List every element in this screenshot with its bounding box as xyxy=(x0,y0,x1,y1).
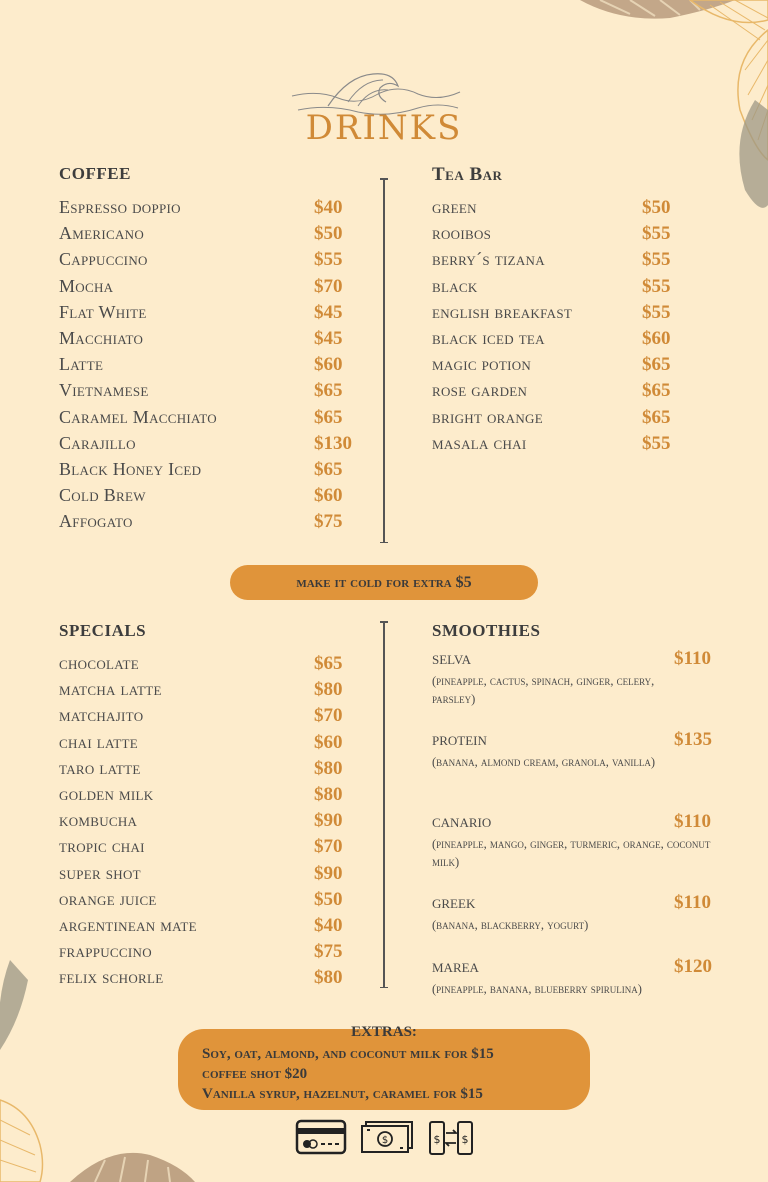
smoothie-ingredients: (pineapple, mango, ginger, turmeric, orange, coconut milk) xyxy=(432,837,711,869)
item-price: $55 xyxy=(314,249,343,271)
item-price: $60 xyxy=(314,731,343,753)
list-item xyxy=(59,836,369,862)
svg-text:$: $ xyxy=(461,1133,469,1146)
list-item xyxy=(432,407,722,433)
item-price: $55 xyxy=(642,249,671,271)
item-name: Carajillo xyxy=(59,432,136,453)
smoothie-price: $135 xyxy=(674,729,712,750)
item-price: $80 xyxy=(314,679,343,701)
list-item xyxy=(59,941,369,967)
item-name: Cold Brew xyxy=(59,485,146,506)
item-price: $80 xyxy=(314,783,343,805)
list-item xyxy=(59,705,369,731)
item-name: magic potion xyxy=(432,354,532,375)
item-name: felix schorle xyxy=(59,967,164,988)
list-item xyxy=(59,276,369,302)
smoothie-name: greek xyxy=(432,892,476,913)
item-price: $45 xyxy=(314,327,343,349)
list-item xyxy=(59,249,369,275)
smoothie-ingredients: (banana, almond cream, granola, vanilla) xyxy=(432,755,656,769)
specials-list xyxy=(59,653,369,993)
item-name: tropic chai xyxy=(59,836,145,857)
list-item xyxy=(59,915,369,941)
item-name: chai latte xyxy=(59,731,138,752)
tea-list xyxy=(432,197,722,459)
item-price: $40 xyxy=(314,197,343,218)
list-item xyxy=(432,249,722,275)
list-item xyxy=(432,302,722,328)
page-title: DRINKS xyxy=(305,108,463,148)
credit-card-icon xyxy=(295,1118,347,1156)
item-name: argentinean mate xyxy=(59,914,197,935)
item-name: orange juice xyxy=(59,888,157,909)
item-name: Mocha xyxy=(59,275,114,296)
transfer-icon xyxy=(428,1118,474,1158)
item-price: $50 xyxy=(642,197,671,218)
list-item xyxy=(432,276,722,302)
item-name: frappuccino xyxy=(59,941,152,962)
smoothie-price: $110 xyxy=(674,892,711,913)
item-price: $90 xyxy=(314,862,343,884)
item-name: Caramel Macchiato xyxy=(59,406,217,427)
list-item xyxy=(59,223,369,249)
item-name: Flat White xyxy=(59,301,147,322)
list-item xyxy=(59,967,369,993)
item-price: $55 xyxy=(642,432,671,454)
list-item xyxy=(59,433,369,459)
smoothie-price: $110 xyxy=(674,648,711,669)
column-divider-lower xyxy=(383,621,385,988)
list-item xyxy=(59,485,369,511)
item-name: black iced tea xyxy=(432,327,545,348)
item-price: $75 xyxy=(314,511,343,533)
item-name: super shot xyxy=(59,862,141,883)
item-name: Espresso doppio xyxy=(59,197,181,217)
list-item xyxy=(432,433,722,459)
list-item xyxy=(59,197,369,223)
item-name: english breakfast xyxy=(432,301,573,322)
make-it-cold-banner: make it cold for extra $5 xyxy=(230,565,538,600)
cash-icon xyxy=(360,1118,416,1156)
item-price: $65 xyxy=(642,354,671,376)
item-name: matcha latte xyxy=(59,679,162,700)
item-price: $130 xyxy=(314,432,352,454)
list-item xyxy=(59,407,369,433)
extras-box xyxy=(178,1029,590,1110)
item-price: $60 xyxy=(314,354,343,376)
list-item xyxy=(59,863,369,889)
item-name: Vietnamese xyxy=(59,380,149,401)
item-price: $70 xyxy=(314,836,343,858)
item-name: green xyxy=(432,197,477,217)
item-name: taro latte xyxy=(59,757,141,778)
smoothie-ingredients: (pineapple, cactus, spinach, ginger, celery, parsley) xyxy=(432,674,655,706)
item-price: $90 xyxy=(314,810,343,832)
item-name: matchajito xyxy=(59,705,144,726)
item-price: $80 xyxy=(314,967,343,989)
item-price: $55 xyxy=(642,275,671,297)
extras-heading: EXTRAS: xyxy=(351,1024,417,1040)
tea-heading: Tea Bar xyxy=(432,164,503,185)
item-price: $50 xyxy=(314,888,343,910)
list-item xyxy=(432,380,722,406)
smoothie-name: selva xyxy=(432,648,472,669)
item-price: $50 xyxy=(314,223,343,245)
item-price: $65 xyxy=(314,406,343,428)
extras-line: Soy, oat, almond, and coconut milk for $15 xyxy=(202,1046,494,1062)
list-item xyxy=(59,679,369,705)
item-name: kombucha xyxy=(59,810,138,831)
item-price: $65 xyxy=(314,380,343,402)
item-price: $65 xyxy=(314,458,343,480)
list-item xyxy=(59,380,369,406)
item-name: Macchiato xyxy=(59,327,144,348)
coffee-heading: COFFEE xyxy=(59,164,131,183)
item-price: $40 xyxy=(314,914,343,936)
item-name: Americano xyxy=(59,223,145,244)
column-divider xyxy=(383,178,385,543)
list-item xyxy=(432,197,722,223)
list-item xyxy=(59,732,369,758)
list-item xyxy=(432,354,722,380)
list-item xyxy=(432,223,722,249)
smoothies-heading: SMOOTHIES xyxy=(432,621,541,640)
list-item xyxy=(432,328,722,354)
item-price: $60 xyxy=(314,485,343,507)
coffee-list xyxy=(59,197,369,537)
smoothie-name: canario xyxy=(432,811,492,832)
specials-heading: SPECIALS xyxy=(59,621,147,640)
item-name: golden milk xyxy=(59,783,154,804)
item-price: $70 xyxy=(314,705,343,727)
item-price: $80 xyxy=(314,757,343,779)
list-item xyxy=(59,511,369,537)
item-name: Cappuccino xyxy=(59,249,148,270)
item-price: $60 xyxy=(642,327,671,349)
item-price: $55 xyxy=(642,223,671,245)
smoothie-name: marea xyxy=(432,956,479,977)
item-name: rose garden xyxy=(432,380,528,401)
item-price: $65 xyxy=(642,380,671,402)
item-name: berry´s tizana xyxy=(432,249,545,270)
item-name: Latte xyxy=(59,354,104,375)
smoothie-price: $110 xyxy=(674,811,711,832)
svg-text:$: $ xyxy=(381,1135,389,1146)
list-item xyxy=(59,354,369,380)
item-price: $45 xyxy=(314,301,343,323)
extras-line: Vanilla syrup, hazelnut, caramel for $15 xyxy=(202,1086,483,1102)
item-name: Black Honey Iced xyxy=(59,458,202,479)
item-price: $65 xyxy=(314,653,343,674)
list-item xyxy=(59,810,369,836)
item-name: chocolate xyxy=(59,653,139,673)
list-item xyxy=(59,653,369,679)
list-item xyxy=(59,459,369,485)
smoothie-ingredients: (banana, blackberry, yogurt) xyxy=(432,918,589,932)
item-name: bright orange xyxy=(432,406,543,427)
list-item xyxy=(59,758,369,784)
svg-text:$: $ xyxy=(433,1133,441,1146)
list-item xyxy=(59,889,369,915)
item-name: masala chai xyxy=(432,432,527,453)
item-price: $55 xyxy=(642,301,671,323)
list-item xyxy=(59,784,369,810)
item-name: rooibos xyxy=(432,223,492,244)
list-item xyxy=(59,302,369,328)
item-name: Affogato xyxy=(59,511,133,532)
smoothie-name: protein xyxy=(432,729,487,750)
item-price: $65 xyxy=(642,406,671,428)
smoothie-price: $120 xyxy=(674,956,712,977)
smoothie-ingredients: (pineapple, banana, blueberry spirulina) xyxy=(432,982,642,996)
item-name: black xyxy=(432,275,478,296)
list-item xyxy=(59,328,369,354)
item-price: $75 xyxy=(314,941,343,963)
extras-line: coffee shot $20 xyxy=(202,1066,308,1082)
item-price: $70 xyxy=(314,275,343,297)
